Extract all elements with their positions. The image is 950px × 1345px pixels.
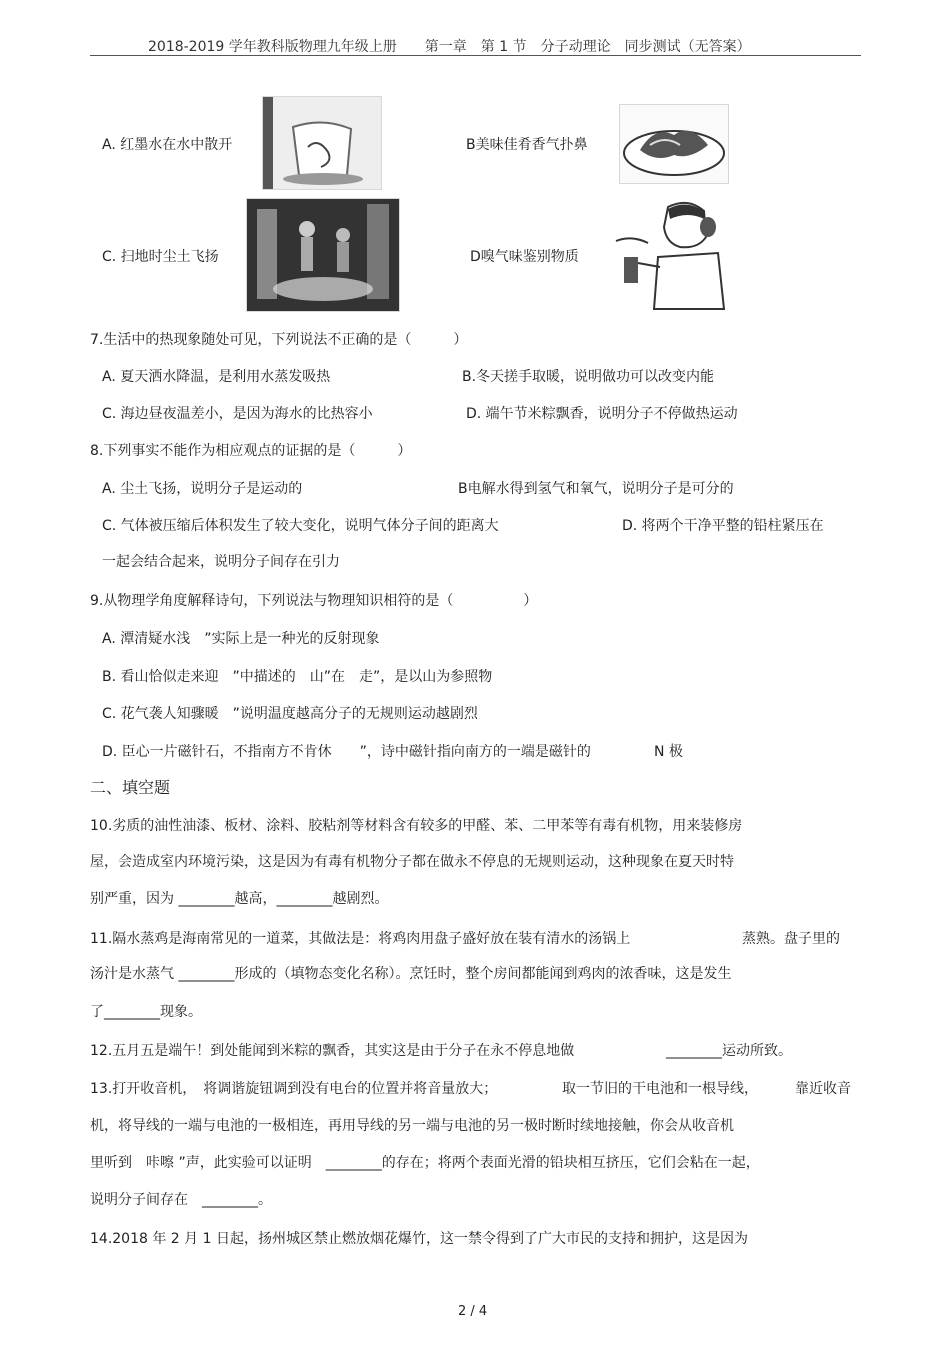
q9-option-d-end: N 极 (654, 744, 683, 760)
q13-line-1-mid: 取一节旧的干电池和一根导线， (562, 1081, 758, 1097)
ink-in-water-illustration (262, 96, 382, 190)
page-header: 2018-2019 学年教科版物理九年级上册 第一章 第 1 节 分子动理论 同步测试（无答案） (148, 39, 751, 55)
sweeping-dust-illustration (246, 198, 400, 312)
q7-stem: 7.生活中的热现象随处可见，下列说法不正确的是（ ） (90, 332, 468, 348)
q10-line-3: 别严重，因为 ________越高，________越剧烈。 (90, 891, 389, 907)
q6-option-a: A. 红墨水在水中散开 (102, 137, 233, 153)
q7-option-d: D. 端午节米粽飘香，说明分子不停做热运动 (466, 406, 738, 422)
q9-option-a: A. 潭清疑水浅 ”实际上是一种光的反射现象 (102, 631, 380, 647)
q9-option-c: C. 花气袭人知骤暖 ”说明温度越高分子的无规则运动越剧烈 (102, 706, 478, 722)
q13-line-3: 里听到 咔嚓 ”声，此实验可以证明 ________的存在；将两个表面光滑的铅块相互挤压，它们会粘在一起， (90, 1155, 760, 1171)
q7-option-a: A. 夏天洒水降温，是利用水蒸发吸热 (102, 369, 331, 385)
q6-option-d: D嗅气味鉴别物质 (470, 249, 579, 265)
q12-line-1-end: ________运动所致。 (666, 1043, 792, 1059)
q13-line-1: 13.打开收音机， 将调谐旋钮调到没有电台的位置并将音量放大； (90, 1081, 498, 1097)
dish-of-food-illustration (619, 104, 729, 184)
q9-option-d: D. 臣心一片磁针石，不指南方不肯休 ”，诗中磁针指向南方的一端是磁针的 (102, 744, 591, 760)
q7-option-b: B.冬天搓手取暖，说明做功可以改变内能 (462, 369, 715, 385)
q11-line-3: 了________现象。 (90, 1004, 202, 1020)
q13-line-2: 机，将导线的一端与电池的一极相连，再用导线的另一端与电池的另一极时断时续地接触，你会从收音机 (90, 1118, 734, 1134)
q14-line-1: 14.2018 年 2 月 1 日起，扬州城区禁止燃放烟花爆竹，这一禁令得到了广大市民的支持和拥护，这是因为 (90, 1231, 748, 1247)
q8-option-a: A. 尘土飞扬，说明分子是运动的 (102, 481, 303, 497)
q9-stem: 9.从物理学角度解释诗句，下列说法与物理知识相符的是（ ） (90, 593, 538, 609)
q7-option-c: C. 海边昼夜温差小，是因为海水的比热容小 (102, 406, 373, 422)
header-divider (90, 55, 861, 56)
q11-line-1-end: 蒸熟。盘子里的 (742, 931, 840, 947)
q11-line-1: 11.隔水蒸鸡是海南常见的一道菜，其做法是：将鸡肉用盘子盛好放在装有清水的汤锅上 (90, 931, 631, 947)
q10-line-1: 10.劣质的油性油漆、板材、涂料、胶粘剂等材料含有较多的甲醛、苯、二甲苯等有毒有机物，用来装修房 (90, 818, 743, 834)
q9-option-b: B. 看山恰似走来迎 ”中描述的 山”在 走”，是以山为参照物 (102, 669, 493, 685)
q13-line-4: 说明分子间存在 ________。 (90, 1192, 272, 1208)
q13-line-1-end: 靠近收音 (795, 1081, 851, 1097)
q8-stem: 8.下列事实不能作为相应观点的证据的是（ ） (90, 443, 412, 459)
q12-line-1: 12.五月五是端午！到处能闻到米粽的飘香，其实这是由于分子在永不停息地做 (90, 1043, 575, 1059)
section-title-fill-in: 二、填空题 (90, 778, 171, 797)
q6-option-b: B美味佳肴香气扑鼻 (466, 137, 588, 153)
q11-line-2: 汤汁是水蒸气 ________形成的（填物态变化名称）。烹饪时，整个房间都能闻到鸡肉的浓香味，这是发生 (90, 966, 732, 982)
q8-option-d: D. 将两个干净平整的铅柱紧压在 (622, 518, 824, 534)
q8-option-c: C. 气体被压缩后体积发生了较大变化，说明气体分子间的距离大 (102, 518, 499, 534)
page-number: 2 / 4 (458, 1304, 488, 1319)
q8-option-d-continued: 一起会结合起来，说明分子间存在引力 (102, 554, 340, 570)
smelling-substance-illustration (607, 196, 744, 314)
q8-option-b: B电解水得到氢气和氧气，说明分子是可分的 (458, 481, 734, 497)
q10-line-2: 屋，会造成室内环境污染，这是因为有毒有机物分子都在做永不停息的无规则运动，这种现象在夏天时特 (90, 854, 734, 870)
q6-option-c: C. 扫地时尘土飞扬 (102, 249, 219, 265)
